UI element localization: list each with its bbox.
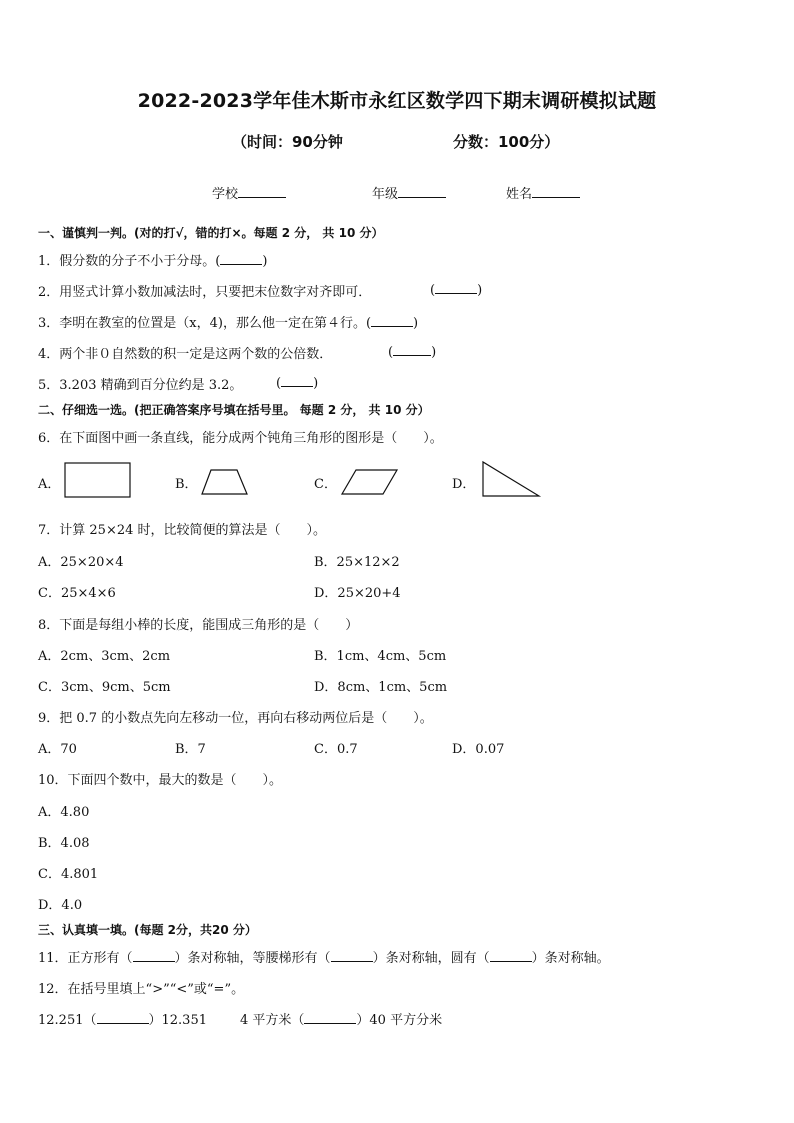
- option-9c[interactable]: C．0.7: [314, 742, 358, 757]
- answer-blank-12a[interactable]: [97, 1011, 149, 1024]
- grade-blank[interactable]: [398, 185, 446, 198]
- answer-blank-1[interactable]: [220, 252, 262, 265]
- answer-blank-5[interactable]: [281, 374, 313, 387]
- question-6: 6．在下面图中画一条直线，能分成两个钝角三角形的图形是（ ）。: [38, 431, 443, 446]
- option-9d[interactable]: D．0.07: [452, 742, 505, 757]
- section-heading-1: 一、谨慎判一判。(对的打√，错的打×。每题 2 分， 共 10 分）: [38, 226, 384, 240]
- exam-score: 分数：100分）: [453, 133, 560, 151]
- question-3: 3．李明在教室的位置是（x，4)，那么他一定在第４行。( ): [38, 316, 419, 331]
- answer-blank-11c[interactable]: [490, 949, 532, 962]
- question-9: 9．把 0.7 的小数点先向左移动一位，再向右移动两位后是（ ）。: [38, 711, 433, 726]
- option-8a[interactable]: A．2cm、3cm、2cm: [38, 649, 171, 664]
- answer-blank-2[interactable]: [435, 281, 477, 294]
- section-heading-2: 二、仔细选一选。(把正确答案序号填在括号里。 每题 2 分， 共 10 分）: [38, 403, 430, 417]
- option-7c[interactable]: C．25×4×6: [38, 586, 116, 601]
- parallelogram-shape: [340, 468, 400, 496]
- answer-blank-11b[interactable]: [331, 949, 373, 962]
- option-6d-label[interactable]: D．: [452, 477, 476, 492]
- question-1: 1．假分数的分子不小于分母。( ): [38, 254, 268, 269]
- option-10b[interactable]: B．4.08: [38, 836, 90, 851]
- question-2-answer: ( ): [430, 283, 483, 298]
- name-label: 姓名: [506, 187, 533, 202]
- name-blank[interactable]: [532, 185, 580, 198]
- option-10d[interactable]: D．4.0: [38, 898, 83, 913]
- question-10: 10．下面四个数中，最大的数是（ ）。: [38, 773, 283, 788]
- section-heading-3: 三、认真填一填。(每题 2分，共20 分）: [38, 923, 257, 937]
- answer-blank-4[interactable]: [393, 343, 431, 356]
- option-8d[interactable]: D．8cm、1cm、5cm: [314, 680, 448, 695]
- option-9b[interactable]: B．7: [175, 742, 206, 757]
- question-12-part-a: 12.251（ ）12.351: [38, 1013, 207, 1028]
- option-10a[interactable]: A．4.80: [38, 805, 90, 820]
- school-label: 学校: [212, 187, 239, 202]
- rectangle-shape: [63, 462, 133, 499]
- option-6a-label[interactable]: A．: [38, 477, 61, 492]
- exam-time: （时间：90分钟: [232, 133, 343, 151]
- question-5: 5．3.203 精确到百分位约是 3.2。: [38, 378, 243, 393]
- grade-field: [372, 183, 446, 202]
- option-8c[interactable]: C．3cm、9cm、5cm: [38, 680, 171, 695]
- answer-blank-3[interactable]: [371, 314, 413, 327]
- question-4-answer: ( ): [388, 345, 437, 360]
- right-triangle-shape: [480, 460, 542, 498]
- school-field: [212, 183, 286, 202]
- question-4: 4．两个非０自然数的积一定是这两个数的公倍数．: [38, 347, 333, 362]
- question-2: 2．用竖式计算小数加减法时，只要把末位数字对齐即可．: [38, 285, 372, 300]
- grade-label: 年级: [372, 187, 399, 202]
- question-8: 8．下面是每组小棒的长度，能围成三角形的是（ ）: [38, 618, 359, 633]
- page-title: 2022-2023学年佳木斯市永红区数学四下期末调研模拟试题: [137, 90, 657, 112]
- option-7d[interactable]: D．25×20+4: [314, 586, 401, 601]
- option-6c-label[interactable]: C．: [314, 477, 337, 492]
- option-10c[interactable]: C．4.801: [38, 867, 99, 882]
- option-6b-label[interactable]: B．: [175, 477, 198, 492]
- name-field: [506, 183, 580, 202]
- question-12-part-b: 4 平方米（ ）40 平方分米: [240, 1013, 443, 1028]
- question-5-answer: ( ): [276, 376, 319, 391]
- question-7: 7．计算 25×24 时，比较简便的算法是（ ）。: [38, 523, 327, 538]
- answer-blank-12b[interactable]: [304, 1011, 356, 1024]
- answer-blank-11a[interactable]: [133, 949, 175, 962]
- question-11: 11．正方形有（ ）条对称轴，等腰梯形有（ ）条对称轴，圆有（ ）条对称轴。: [38, 951, 610, 966]
- school-blank[interactable]: [238, 185, 286, 198]
- option-9a[interactable]: A．70: [38, 742, 77, 757]
- question-12: 12．在括号里填上“>”“<”或“=”。: [38, 982, 245, 997]
- option-7a[interactable]: A．25×20×4: [38, 555, 124, 570]
- option-8b[interactable]: B．1cm、4cm、5cm: [314, 649, 447, 664]
- trapezoid-shape: [200, 468, 250, 496]
- option-7b[interactable]: B．25×12×2: [314, 555, 400, 570]
